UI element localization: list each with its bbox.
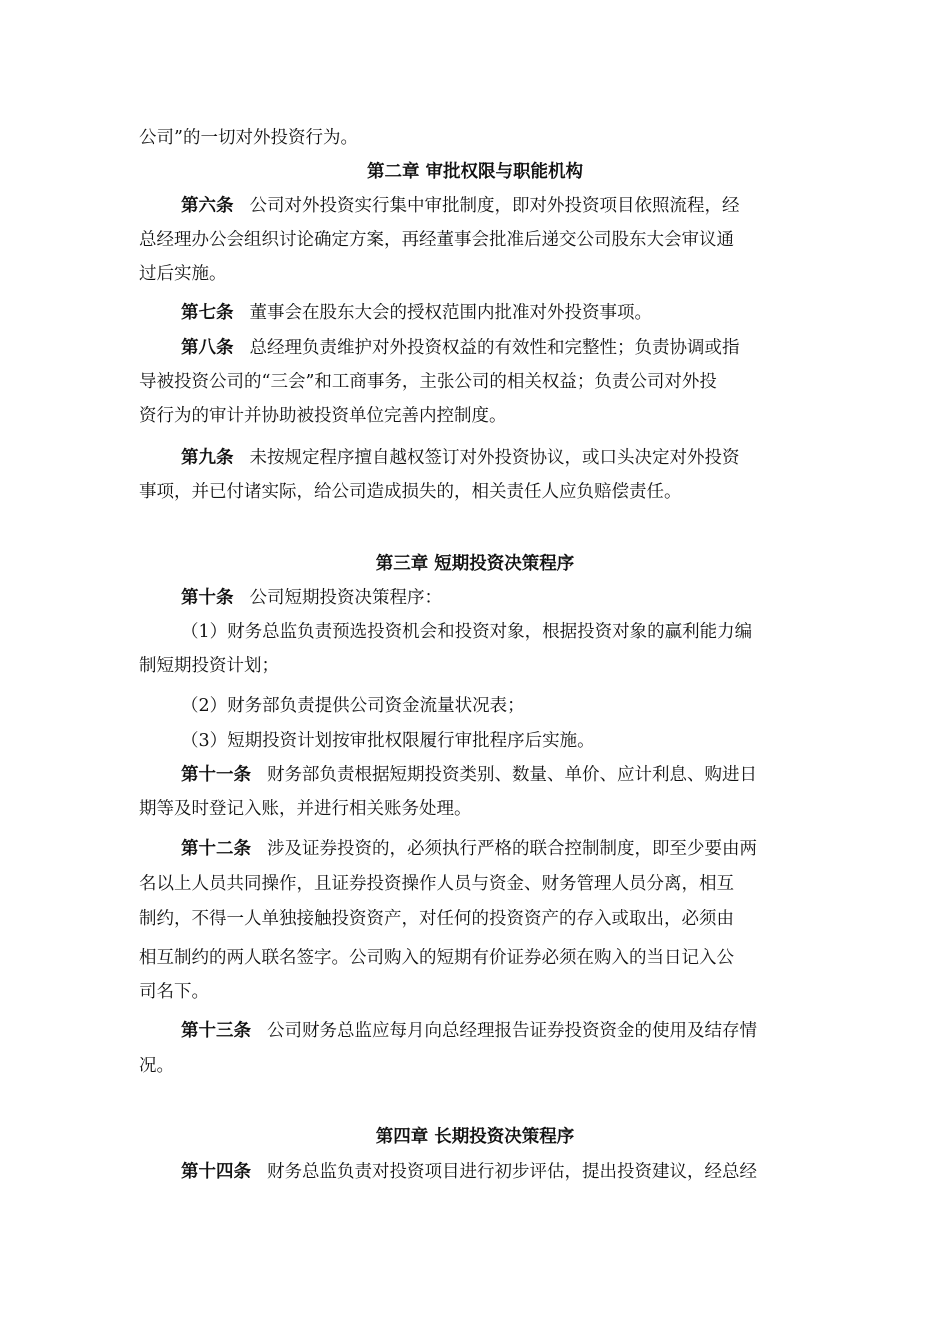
line-text: 财务总监负责对投资项目进行初步评估，提出投资建议，经总经: [267, 1162, 757, 1182]
line-text: 财务部负责根据短期投资类别、数量、单价、应计利息、购进日: [267, 765, 757, 785]
line-text: （2）财务部负责提供公司资金流量状况表；: [181, 696, 525, 716]
chapter-heading: 第二章 审批权限与职能机构: [366, 162, 584, 182]
article-number: 第十四条: [181, 1162, 251, 1182]
chapter-heading: 第四章 长期投资决策程序: [375, 1127, 575, 1147]
text-line: [139, 797, 472, 821]
line-text: 资行为的审计并协助被投资单位完善内控制度。: [139, 406, 507, 426]
article-number: 第六条: [181, 196, 234, 216]
line-text: 制短期投资计划；: [139, 656, 279, 676]
text-line: [139, 480, 682, 504]
line-text: 公司短期投资决策程序：: [249, 588, 442, 608]
text-line: [139, 370, 717, 394]
article-number: 第十条: [181, 588, 234, 608]
article-number: 第七条: [181, 303, 234, 323]
line-text: 导被投资公司的“三会”和工商事务，主张公司的相关权益；负责公司对外投: [139, 372, 717, 392]
article-line: [181, 194, 740, 218]
line-text: 过后实施。: [139, 264, 227, 284]
text-line: [139, 946, 734, 970]
line-text: 事项，并已付诸实际，给公司造成损失的，相关责任人应负赔偿责任。: [139, 482, 682, 502]
article-line: [181, 446, 740, 470]
text-line: [139, 126, 358, 150]
text-line: [139, 654, 279, 678]
article-number: 第九条: [181, 448, 234, 468]
article-line: [181, 301, 652, 325]
article-line: [181, 1019, 757, 1043]
line-text: 总经理负责维护对外投资权益的有效性和完整性；负责协调或指: [249, 338, 740, 358]
line-text: 相互制约的两人联名签字。公司购入的短期有价证券必须在购入的当日记入公: [139, 948, 734, 968]
text-line: [139, 980, 209, 1004]
article-line: [181, 763, 757, 787]
list-item: [181, 620, 752, 644]
article-line: [181, 837, 757, 861]
line-text: （1）财务总监负责预选投资机会和投资对象，根据投资对象的赢利能力编: [181, 622, 753, 642]
line-text: 公司”的一切对外投资行为。: [139, 128, 358, 148]
text-line: [139, 1054, 174, 1078]
line-text: 名以上人员共同操作，且证券投资操作人员与资金、财务管理人员分离，相互: [139, 874, 734, 894]
line-text: 制约，不得一人单独接触投资资产，对任何的投资资产的存入或取出，必须由: [139, 909, 734, 929]
chapter-heading: 第三章 短期投资决策程序: [375, 554, 575, 574]
text-line: [139, 907, 734, 931]
text-line: [139, 228, 734, 252]
line-text: 公司财务总监应每月向总经理报告证券投资资金的使用及结存情: [267, 1021, 757, 1041]
line-text: 董事会在股东大会的授权范围内批准对外投资事项。: [249, 303, 652, 323]
line-text: 期等及时登记入账，并进行相关账务处理。: [139, 799, 472, 819]
article-line: [181, 336, 740, 360]
line-text: 公司对外投资实行集中审批制度，即对外投资项目依照流程，经: [249, 196, 740, 216]
line-text: 涉及证券投资的，必须执行严格的联合控制制度，即至少要由两: [267, 839, 757, 859]
line-text: 司名下。: [139, 982, 209, 1002]
list-item: [181, 694, 525, 718]
line-text: 未按规定程序擅自越权签订对外投资协议，或口头决定对外投资: [249, 448, 740, 468]
article-number: 第十一条: [181, 765, 251, 785]
text-line: [139, 404, 507, 428]
article-number: 第十二条: [181, 839, 251, 859]
article-line: [181, 586, 442, 610]
line-text: （3）短期投资计划按审批权限履行审批程序后实施。: [181, 731, 595, 751]
line-text: 况。: [139, 1056, 174, 1076]
list-item: [181, 729, 595, 753]
article-number: 第八条: [181, 338, 234, 358]
article-line: [181, 1160, 757, 1184]
article-number: 第十三条: [181, 1021, 251, 1041]
text-line: [139, 262, 227, 286]
text-line: [139, 872, 734, 896]
line-text: 总经理办公会组织讨论确定方案，再经董事会批准后递交公司股东大会审议通: [139, 230, 734, 250]
